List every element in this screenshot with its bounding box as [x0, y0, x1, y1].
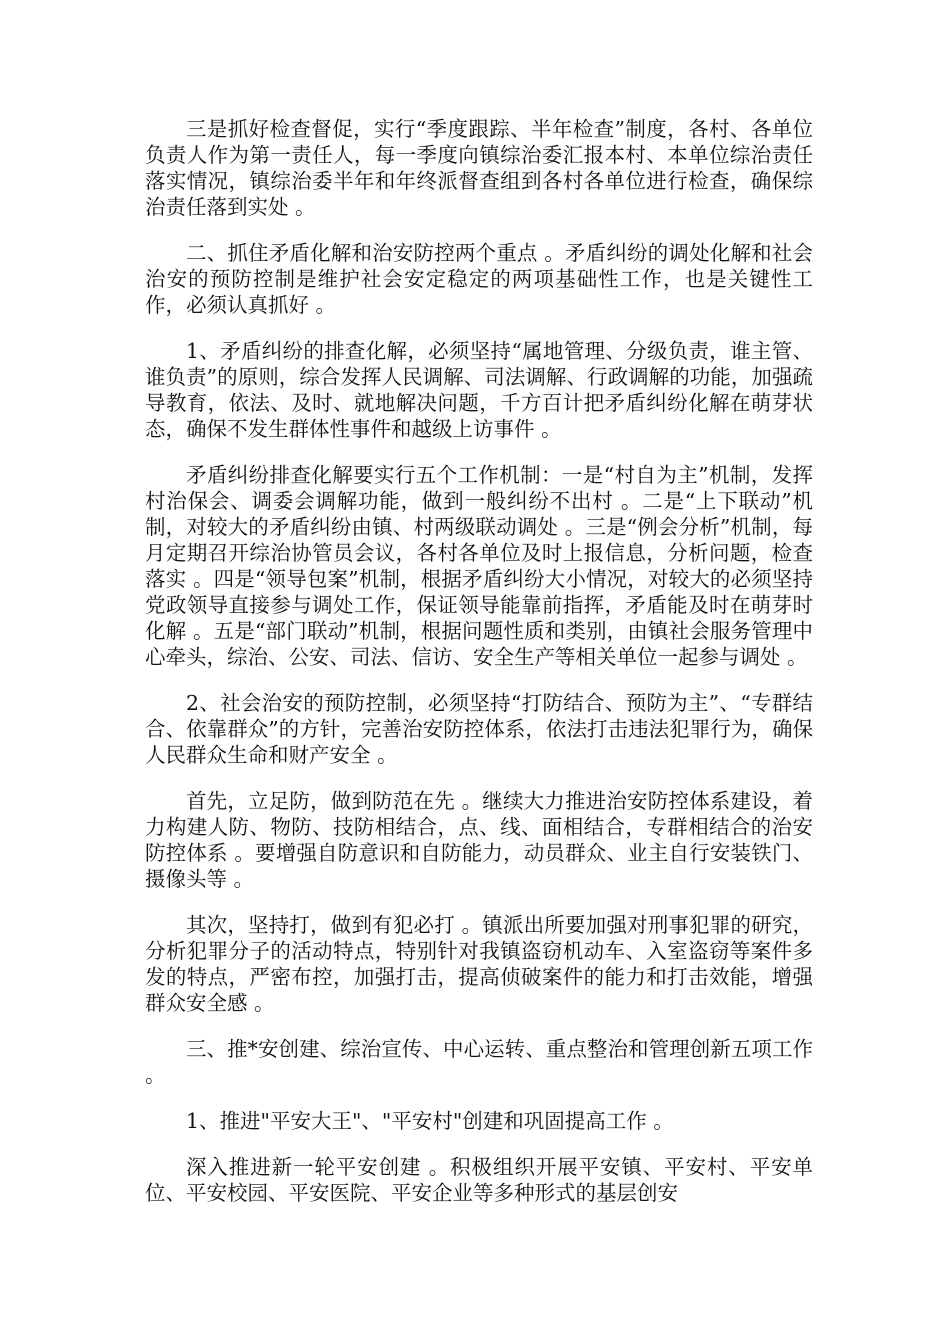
paragraph-five-mechanisms: 矛盾纠纷排查化解要实行五个工作机制：一是“村自为主”机制，发挥村治保会、调委会调解功能，做到一般纠纷不出村 。二是“上下联动”机制，对较大的矛盾纠纷由镇、村两级联动调处 。三是“例会分析”机制，每月定期召开综治协管员会议，各村各单位及时上报信息，分析问题，检查落实 。四是“领导包案”机制，根据矛盾纠纷大小情况，对较大的必须坚持党政领导直接参与调处工作，保证领导能靠前指挥，矛盾能及时在萌芽时化解 。五是“部门联动”机制，根据问题性质和类别，由镇社会服务管理中心牵头，综治、公安、司法、信访、安全生产等相关单位一起参与调处 。 — [145, 463, 813, 669]
paragraph-supervision: 三是抓好检查督促，实行“季度跟踪、半年检查”制度，各村、各单位负责人作为第一责任人，每一季度向镇综治委汇报本村、本单位综治责任落实情况，镇综治委半年和年终派督查组到各村各单位进行检查，确保综治责任落到实处 。 — [145, 117, 813, 219]
paragraph-section-three-heading: 三、推*安创建、综治宣传、中心运转、重点整治和管理创新五项工作 。 — [145, 1037, 813, 1087]
paragraph-section-two-heading: 二、抓住矛盾化解和治安防控两个重点 。矛盾纠纷的调处化解和社会治安的预防控制是维护社会安定稳定的两项基础性工作，也是关键性工作，必须认真抓好 。 — [145, 241, 813, 317]
paragraph-safe-village-creation: 1、推进"平安大王"、"平安村"创建和巩固提高工作 。 — [186, 1109, 674, 1133]
paragraph-public-security-prevention: 2、社会治安的预防控制，必须坚持“打防结合、预防为主”、“专群结合、依靠群众”的方针，完善治安防控体系，依法打击违法犯罪行为，确保人民群众生命和财产安全 。 — [145, 691, 813, 767]
paragraph-dispute-resolution: 1、矛盾纠纷的排查化解，必须坚持“属地管理、分级负责，谁主管、谁负责”的原则，综合发挥人民调解、司法调解、行政调解的功能，加强疏导教育，依法、及时、就地解决问题，千方百计把矛盾纠纷化解在萌芽状态，确保不发生群体性事件和越级上访事件 。 — [145, 339, 813, 441]
paragraph-prevention-first: 首先，立足防，做到防范在先 。继续大力推进治安防控体系建设，着力构建人防、物防、技防相结合，点、线、面相结合，专群相结合的治安防控体系 。要增强自防意识和自防能力，动员群众、业主自行安装铁门、摄像头等 。 — [145, 789, 813, 891]
document-page — [145, 116, 813, 1226]
paragraph-safe-creation-detail: 深入推进新一轮平安创建 。积极组织开展平安镇、平安村、平安单位、平安校园、平安医院、平安企业等多种形式的基层创安 — [145, 1155, 813, 1205]
paragraph-crackdown: 其次，坚持打，做到有犯必打 。镇派出所要加强对刑事犯罪的研究，分析犯罪分子的活动特点，特别针对我镇盗窃机动车、入室盗窃等案件多发的特点，严密布控，加强打击，提高侦破案件的能力和打击效能，增强群众安全感 。 — [145, 913, 813, 1015]
